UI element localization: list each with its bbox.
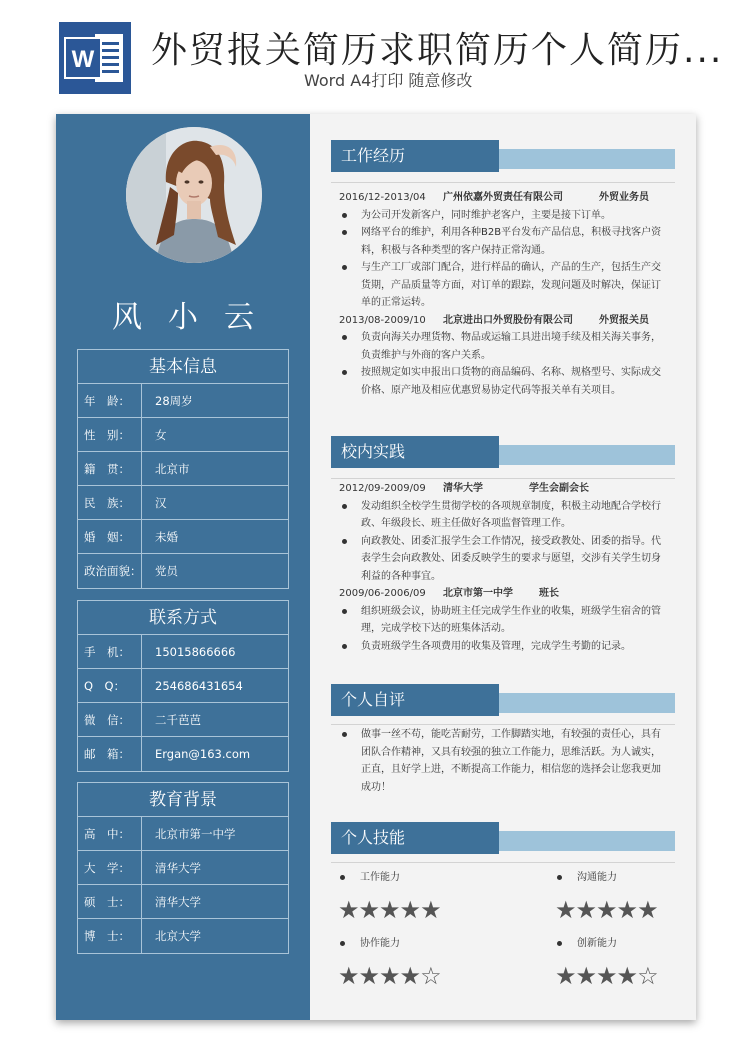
- skill-label: 工作能力: [338, 870, 478, 886]
- info-value: 254686431654: [155, 678, 243, 693]
- info-row: [78, 919, 288, 953]
- job-duty: 与生产工厂或部门配合，进行样品的确认，产品的生产，包括生产交货期，产品质量等方面，对订单的跟踪，发现问题及时解决，保证订单的正常运转。: [339, 259, 669, 312]
- info-key: 民 族：: [78, 486, 142, 519]
- info-value: 女: [155, 427, 167, 442]
- info-key: 性 别：: [78, 418, 142, 451]
- document-subtitle: Word A4打印 随意修改: [304, 71, 473, 90]
- job-role: 外贸报关员: [599, 314, 649, 326]
- evaluation-section-header: [331, 684, 675, 716]
- info-value: 北京市: [155, 461, 190, 476]
- info-value: 二千芭芭: [155, 712, 201, 727]
- evaluation-heading: 个人自评: [331, 684, 499, 716]
- job-duty: 网络平台的维护，利用各种B2B平台发布产品信息，积极寻找客户资料，积极与各种类型的客户保持正常沟通。: [339, 224, 669, 259]
- info-row: [78, 554, 288, 588]
- job-company: 广州依嘉外贸责任有限公司: [443, 192, 563, 203]
- skills-heading: 个人技能: [331, 822, 499, 854]
- basic-info-heading: 基本信息: [78, 350, 288, 384]
- skill-item: [555, 870, 695, 924]
- job-duty: 按照规定如实申报出口货物的商品编码、名称、规格型号、实际成交价格、原产地及相应优惠贸易协定代码等报关单有关项目。: [339, 364, 669, 399]
- info-row: [78, 384, 288, 418]
- star-rating: ★★★★★: [338, 896, 441, 924]
- section-accent-bar: [496, 831, 675, 851]
- info-row: [78, 452, 288, 486]
- basic-info-box: [77, 349, 289, 589]
- info-row: [78, 885, 288, 919]
- info-value: 汉: [155, 495, 167, 510]
- practice-heading: 校内实践: [331, 436, 499, 468]
- info-key: 大 学：: [78, 851, 142, 884]
- practice-section-header: [331, 436, 675, 468]
- job-header: [339, 189, 669, 207]
- info-value: 清华大学: [155, 894, 201, 909]
- document-title: 外贸报关简历求职简历个人简历...: [151, 30, 724, 71]
- info-key: 政治面貌：: [78, 554, 142, 588]
- section-divider: [331, 862, 675, 863]
- job-company: 北京进出口外贸股份有限公司: [443, 314, 573, 326]
- info-row: [78, 635, 288, 669]
- star-rating: ★★★★★: [555, 896, 658, 924]
- work-content: [339, 189, 669, 399]
- education-heading: 教育背景: [78, 783, 288, 817]
- info-key: 高 中：: [78, 817, 142, 850]
- skills-section-header: [331, 822, 675, 854]
- job-duty: 发动组织全校学生贯彻学校的各项规章制度，积极主动地配合学校行政、年级段长、班主任做好各项监督管理工作。: [339, 498, 669, 533]
- info-key: 博 士：: [78, 919, 142, 953]
- section-divider: [331, 182, 675, 183]
- skill-item: [338, 870, 478, 924]
- resume-page: [56, 114, 696, 1020]
- info-value: 15015866666: [155, 644, 236, 659]
- job-header: [339, 585, 669, 603]
- resume-name: 风小云: [112, 300, 280, 335]
- info-row: [78, 817, 288, 851]
- info-value: 清华大学: [155, 860, 201, 875]
- section-accent-bar: [496, 693, 675, 713]
- skill-label: 协作能力: [338, 936, 478, 952]
- section-accent-bar: [496, 445, 675, 465]
- info-value: 未婚: [155, 529, 178, 544]
- info-row: [78, 851, 288, 885]
- section-divider: [331, 724, 675, 725]
- job-role: 外贸业务员: [599, 192, 649, 203]
- info-key: 籍 贯：: [78, 452, 142, 485]
- info-row: [78, 703, 288, 737]
- job-duty: 负责向海关办理货物、物品或运输工具进出境手续及相关海关事务，负责维护与外商的客户关系。: [339, 329, 669, 364]
- info-value: 北京大学: [155, 929, 201, 943]
- star-rating: ★★★★☆: [338, 962, 441, 990]
- word-doc-icon-letter: W: [71, 46, 95, 73]
- job-company: 北京市第一中学: [443, 588, 513, 599]
- info-row: [78, 418, 288, 452]
- info-key: 年 龄：: [78, 384, 142, 417]
- info-key: 邮 箱：: [78, 737, 142, 771]
- info-key: 硕 士：: [78, 885, 142, 918]
- skill-label: 创新能力: [555, 936, 695, 952]
- work-section-header: [331, 140, 675, 172]
- info-row: [78, 486, 288, 520]
- info-row: [78, 669, 288, 703]
- resume-sidebar: [56, 114, 310, 1020]
- skill-item: [555, 936, 695, 990]
- work-heading: 工作经历: [331, 140, 499, 172]
- evaluation-content: [339, 726, 669, 796]
- job-duty: 负责班级学生各项费用的收集及管理，完成学生考勤的记录。: [339, 638, 669, 656]
- info-row: [78, 520, 288, 554]
- star-rating: ★★★★☆: [555, 962, 658, 990]
- job-header: [339, 480, 669, 498]
- info-value: 党员: [155, 564, 178, 578]
- info-value: 28周岁: [155, 393, 193, 408]
- education-box: [77, 782, 289, 954]
- job-date: 2012/09-2009/09: [339, 483, 426, 494]
- skill-label: 沟通能力: [555, 870, 695, 886]
- info-key: Q Q：: [78, 669, 142, 702]
- job-duty: 组织班级会议，协助班主任完成学生作业的收集，班级学生宿舍的管理，完成学校下达的班集体活动。: [339, 603, 669, 638]
- info-key: 婚 姻：: [78, 520, 142, 553]
- contact-heading: 联系方式: [78, 601, 288, 635]
- job-date: 2013/08-2009/10: [339, 314, 426, 326]
- practice-content: [339, 480, 669, 655]
- info-key: 微 信：: [78, 703, 142, 736]
- info-value: Ergan@163.com: [155, 747, 251, 761]
- job-company: 清华大学: [443, 483, 483, 494]
- job-date: 2016/12-2013/04: [339, 192, 426, 203]
- job-duty: 向政教处、团委汇报学生会工作情况，接受政教处、团委的指导。代表学生会向政教处、团委反映学生的要求与愿望，交涉有关学生切身利益的各种事宜。: [339, 533, 669, 586]
- info-value: 北京市第一中学: [155, 826, 236, 841]
- contact-box: [77, 600, 289, 772]
- job-role: 班长: [539, 588, 559, 599]
- job-role: 学生会副会长: [529, 483, 589, 494]
- section-accent-bar: [496, 149, 675, 169]
- job-duty: 为公司开发新客户，同时维护老客户，主要是接下订单。: [339, 207, 669, 225]
- job-date: 2009/06-2006/09: [339, 588, 426, 599]
- evaluation-text: 做事一丝不苟，能吃苦耐劳，工作脚踏实地，有较强的责任心，具有团队合作精神，又具有较强的独立工作能力，思维活跃。为人诚实，正直，且好学上进，不断提高工作能力，相信您的选择会让您我更加成功！: [339, 726, 669, 796]
- skill-item: [338, 936, 478, 990]
- job-header: [339, 312, 669, 330]
- avatar: [126, 127, 262, 263]
- word-doc-icon: [59, 22, 131, 94]
- info-row: [78, 737, 288, 771]
- section-divider: [331, 478, 675, 479]
- info-key: 手 机：: [78, 635, 142, 668]
